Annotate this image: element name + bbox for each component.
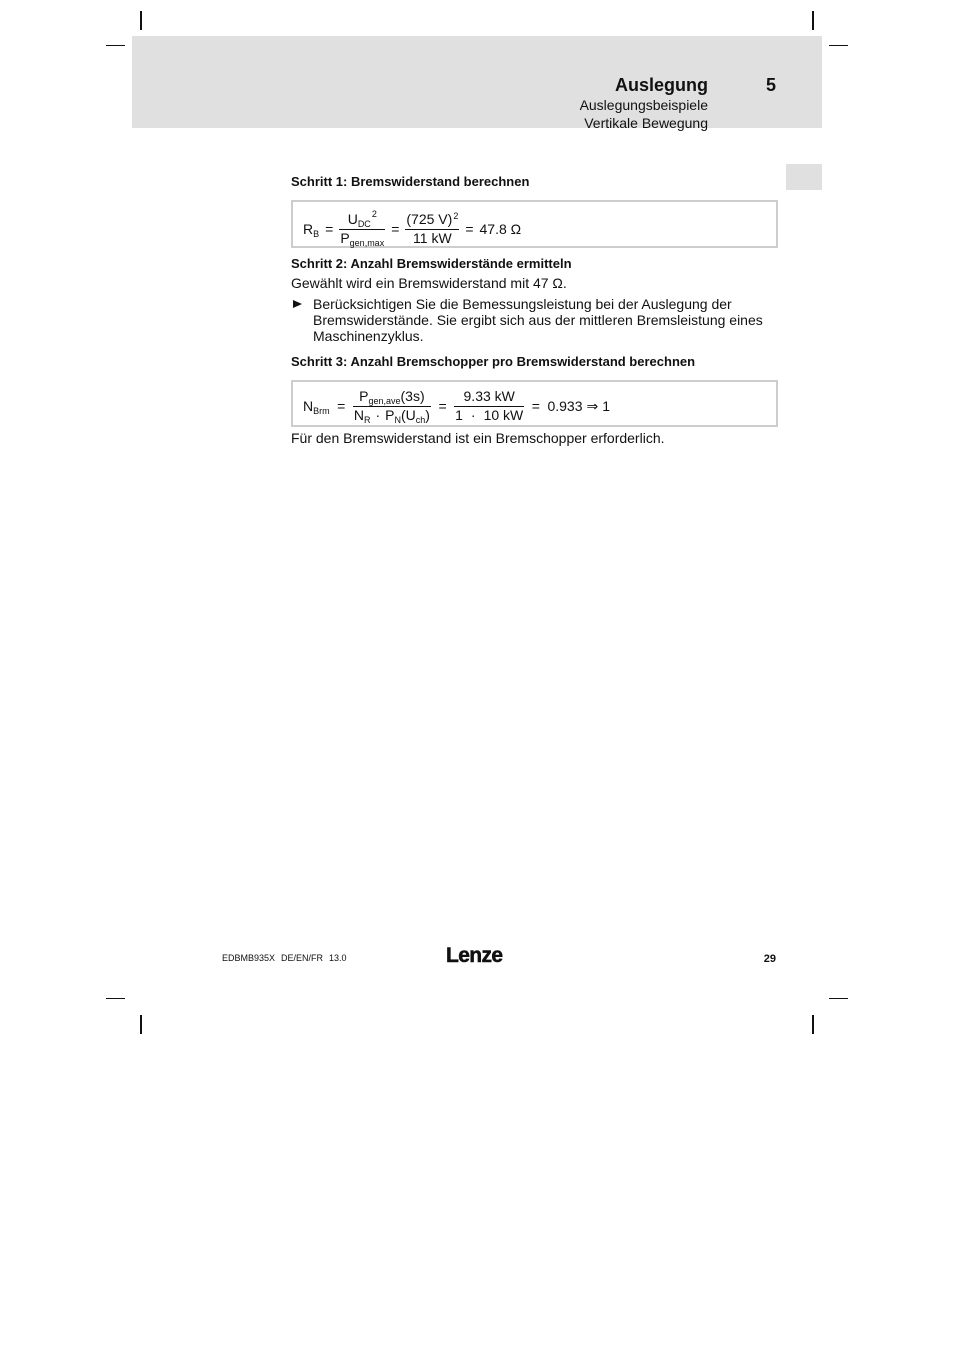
formula-result bbox=[547, 398, 610, 414]
fraction-numerator: 9.33 kW bbox=[463, 388, 515, 404]
numerator-superscript: 2 bbox=[453, 211, 459, 221]
fraction-numeric bbox=[454, 389, 524, 422]
factor2-symbol: P bbox=[385, 407, 395, 423]
inner-subscript: ch bbox=[415, 415, 426, 425]
numerator-symbol: P bbox=[359, 388, 369, 404]
crop-mark-top-left-vertical bbox=[140, 11, 142, 30]
paren-close: ) bbox=[425, 407, 430, 423]
equals-sign: = bbox=[325, 220, 334, 237]
formula-box-braking-resistance bbox=[291, 200, 778, 248]
crop-mark-bottom-left-vertical bbox=[140, 1015, 142, 1034]
section-title: Auslegungsbeispiele bbox=[579, 97, 708, 113]
crop-mark-top-right-vertical bbox=[812, 11, 814, 30]
fraction-denominator bbox=[353, 407, 431, 425]
numerator-argument: (3s) bbox=[400, 388, 425, 404]
crop-mark-bottom-right-vertical bbox=[812, 1015, 814, 1034]
fraction-denominator bbox=[339, 230, 385, 248]
equals-sign: = bbox=[438, 397, 447, 414]
bullet-line: Berücksichtigen Sie die Bemessungsleistung bei der Auslegung der bbox=[313, 296, 732, 312]
equals-sign: = bbox=[531, 397, 540, 414]
lhs-symbol: R bbox=[303, 220, 314, 237]
fraction-denominator: 11 kW bbox=[413, 230, 452, 246]
step1-heading: Schritt 1: Bremswiderstand berechnen bbox=[291, 174, 530, 189]
subsection-title: Vertikale Bewegung bbox=[584, 115, 708, 131]
chapter-title: Auslegung bbox=[615, 75, 708, 95]
multiply-dot: · bbox=[470, 407, 476, 423]
equals-sign: = bbox=[391, 220, 400, 237]
fraction-symbolic bbox=[339, 209, 385, 248]
crop-mark-bottom-right-horizontal bbox=[829, 998, 848, 999]
numerator-symbol: U bbox=[347, 211, 358, 227]
numerator-subscript: gen,ave bbox=[368, 396, 401, 406]
bullet-line: Bremswiderstände. Sie ergibt sich aus der mittleren Bremsleistung eines bbox=[313, 312, 763, 328]
lhs-subscript: B bbox=[313, 228, 320, 239]
page-number: 29 bbox=[763, 953, 776, 965]
chapter-tab bbox=[786, 164, 822, 190]
equals-sign: = bbox=[337, 397, 346, 414]
numerator-value: (725 V) bbox=[406, 211, 453, 227]
crop-mark-bottom-left-horizontal bbox=[106, 998, 125, 999]
denominator-subscript: gen,max bbox=[349, 238, 385, 248]
implies-arrow: ⇒ bbox=[586, 397, 599, 414]
document-id: EDBMB935X bbox=[222, 953, 276, 963]
bullet-paragraph bbox=[313, 296, 763, 344]
fraction-numerator bbox=[358, 389, 426, 406]
result-value: 0.933 bbox=[547, 397, 583, 414]
equals-sign: = bbox=[465, 220, 474, 237]
factor2-value: 10 kW bbox=[483, 407, 524, 423]
numerator-subscript: DC bbox=[357, 219, 371, 229]
formula-lhs bbox=[303, 221, 319, 237]
formula-result: 47.8 Ω bbox=[479, 220, 522, 237]
paren-open: ( bbox=[400, 407, 406, 423]
formula-braking-resistance bbox=[303, 209, 522, 248]
fraction-denominator bbox=[454, 407, 524, 422]
crop-mark-top-left-horizontal bbox=[106, 45, 125, 46]
fraction-numerator bbox=[347, 209, 378, 229]
factor1-value: 1 bbox=[455, 407, 463, 423]
step3-heading: Schritt 3: Anzahl Bremschopper pro Bremswiderstand berechnen bbox=[291, 354, 696, 369]
factor2-subscript: N bbox=[394, 415, 401, 425]
document-languages: DE/EN/FR bbox=[281, 953, 324, 963]
header-band bbox=[132, 36, 822, 128]
step2-text: Gewählt wird ein Bremswiderstand mit 47 Ω. bbox=[291, 275, 567, 291]
step2-heading: Schritt 2: Anzahl Bremswiderstände ermitteln bbox=[291, 256, 572, 271]
inner-symbol: U bbox=[405, 407, 416, 423]
document-version: 13.0 bbox=[329, 953, 347, 963]
step3-conclusion: Für den Bremswiderstand ist ein Bremschopper erforderlich. bbox=[291, 430, 665, 446]
rounded-value: 1 bbox=[602, 397, 611, 414]
factor1-subscript: R bbox=[363, 415, 371, 425]
factor1-symbol: N bbox=[353, 407, 364, 423]
multiply-dot: · bbox=[375, 407, 381, 423]
triangle-right-icon bbox=[293, 300, 302, 308]
chapter-number: 5 bbox=[765, 75, 776, 95]
footer-document-info bbox=[222, 953, 347, 964]
fraction-numerator bbox=[405, 212, 459, 229]
formula-brake-choppers bbox=[303, 388, 611, 425]
formula-lhs bbox=[303, 398, 330, 414]
lhs-symbol: N bbox=[303, 397, 314, 414]
fraction-symbolic bbox=[353, 388, 431, 425]
crop-mark-top-right-horizontal bbox=[829, 45, 848, 46]
numerator-superscript: 2 bbox=[371, 209, 377, 219]
formula-box-brake-choppers bbox=[291, 380, 778, 427]
denominator-symbol: P bbox=[340, 230, 350, 246]
bullet-line: Maschinenzyklus. bbox=[313, 328, 424, 344]
lhs-subscript: Brm bbox=[313, 405, 330, 416]
fraction-numeric bbox=[405, 212, 459, 245]
lenze-logo: Lenze bbox=[446, 944, 503, 967]
